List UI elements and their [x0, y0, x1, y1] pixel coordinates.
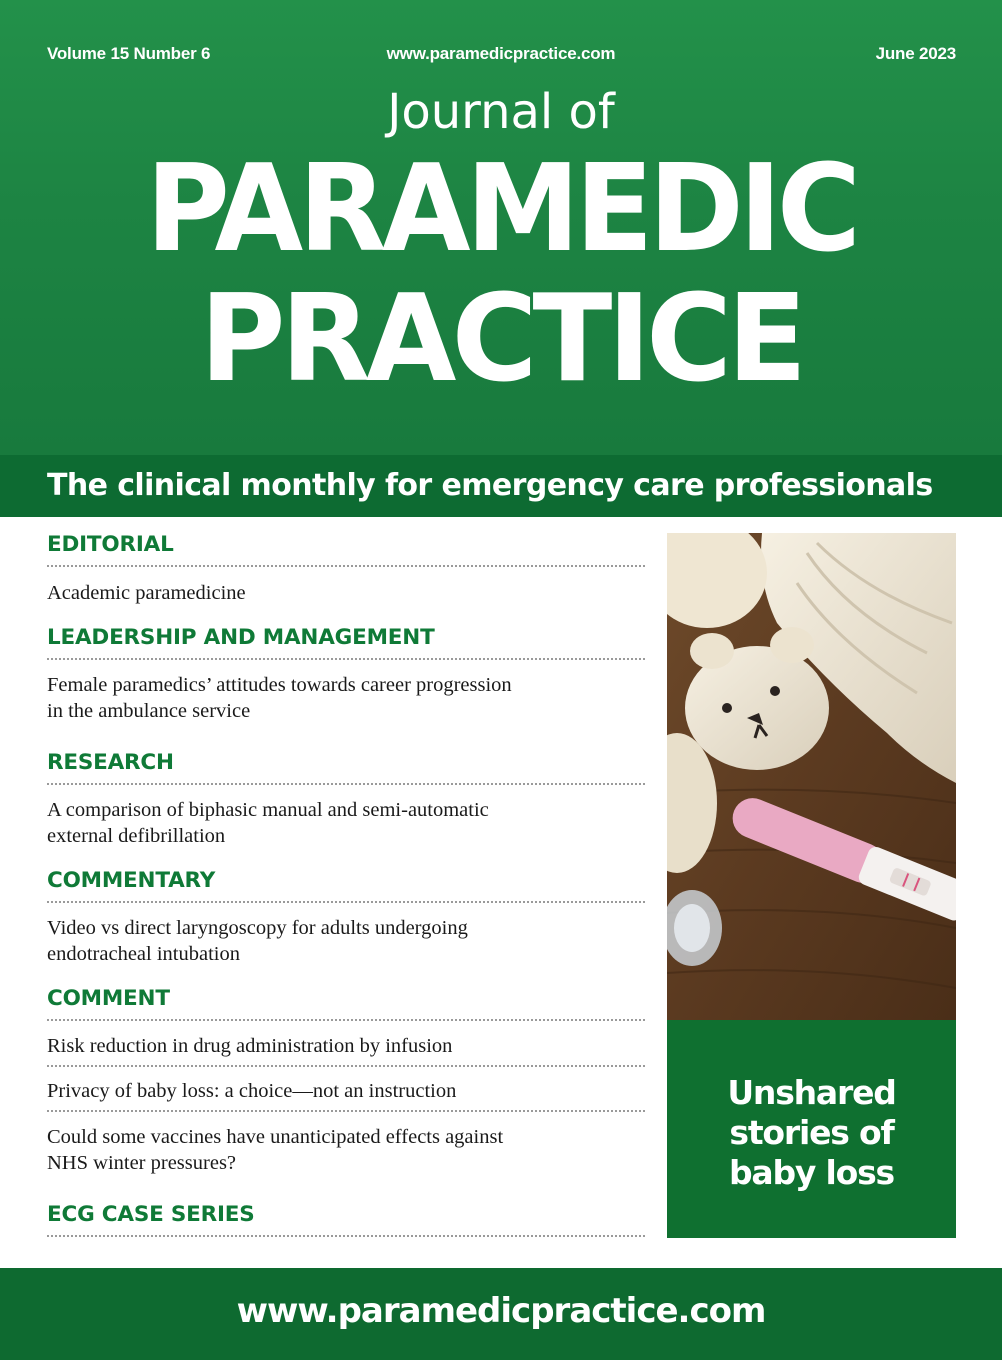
section-heading-editorial: EDITORIAL	[47, 532, 174, 557]
article-laryngoscopy[interactable]	[47, 915, 645, 967]
divider	[47, 1235, 645, 1237]
article-vaccines[interactable]	[47, 1124, 645, 1176]
article-title-line: Could some vaccines have unanticipated effects against	[47, 1126, 504, 1148]
section-heading-commentary: COMMENTARY	[47, 868, 216, 893]
article-title: Privacy of baby loss: a choice—not an instruction	[47, 1080, 457, 1102]
article-female-paramedics[interactable]	[47, 672, 645, 724]
cover-story-line: Unshared	[727, 1073, 896, 1112]
article-title-line: endotracheal intubation	[47, 943, 240, 965]
divider	[47, 1019, 645, 1021]
article-risk-reduction[interactable]	[47, 1033, 645, 1059]
article-title-line: Female paramedics’ attitudes towards career progression	[47, 674, 512, 696]
knitted-baby-booties-photo	[667, 533, 956, 1020]
divider	[47, 565, 645, 567]
divider	[47, 658, 645, 660]
article-title-line: A comparison of biphasic manual and semi-automatic	[47, 799, 489, 821]
section-heading-ecg: ECG CASE SERIES	[47, 1202, 255, 1227]
article-title: Risk reduction in drug administration by infusion	[47, 1035, 453, 1057]
top-website-link[interactable]: www.paramedicpractice.com	[386, 44, 616, 63]
section-heading-leadership: LEADERSHIP AND MANAGEMENT	[47, 625, 435, 650]
journal-title-line1: PARAMEDIC	[145, 140, 857, 279]
section-heading-comment: COMMENT	[47, 986, 170, 1011]
footer-bar	[0, 1268, 1002, 1360]
issue-date: June 2023	[875, 44, 956, 63]
section-heading-research: RESEARCH	[47, 750, 174, 775]
divider	[47, 1065, 645, 1067]
article-title: Academic paramedicine	[47, 582, 246, 604]
article-title-line: in the ambulance service	[47, 700, 251, 722]
journal-title-line2: PRACTICE	[199, 270, 803, 409]
cover-story-panel[interactable]	[667, 533, 956, 1238]
masthead	[0, 0, 1002, 455]
cover-story-headline	[667, 1073, 956, 1193]
journal-of-label: Journal of	[387, 84, 615, 140]
article-academic-paramedicine[interactable]	[47, 580, 645, 606]
article-privacy-baby-loss[interactable]	[47, 1078, 645, 1104]
issue-info: Volume 15 Number 6	[47, 44, 211, 63]
article-defibrillation[interactable]	[47, 797, 645, 849]
tagline: The clinical monthly for emergency care professionals	[47, 468, 933, 503]
cover-story-line: stories of	[729, 1113, 894, 1152]
article-title-line: Video vs direct laryngoscopy for adults undergoing	[47, 917, 468, 939]
article-title-line: NHS winter pressures?	[47, 1152, 237, 1174]
cover-story-line: baby loss	[729, 1153, 894, 1192]
divider	[47, 1110, 645, 1112]
footer-website-link[interactable]: www.paramedicpractice.com	[236, 1291, 766, 1331]
article-title-line: external defibrillation	[47, 825, 226, 847]
divider	[47, 901, 645, 903]
divider	[47, 783, 645, 785]
tagline-bar	[0, 455, 1002, 517]
